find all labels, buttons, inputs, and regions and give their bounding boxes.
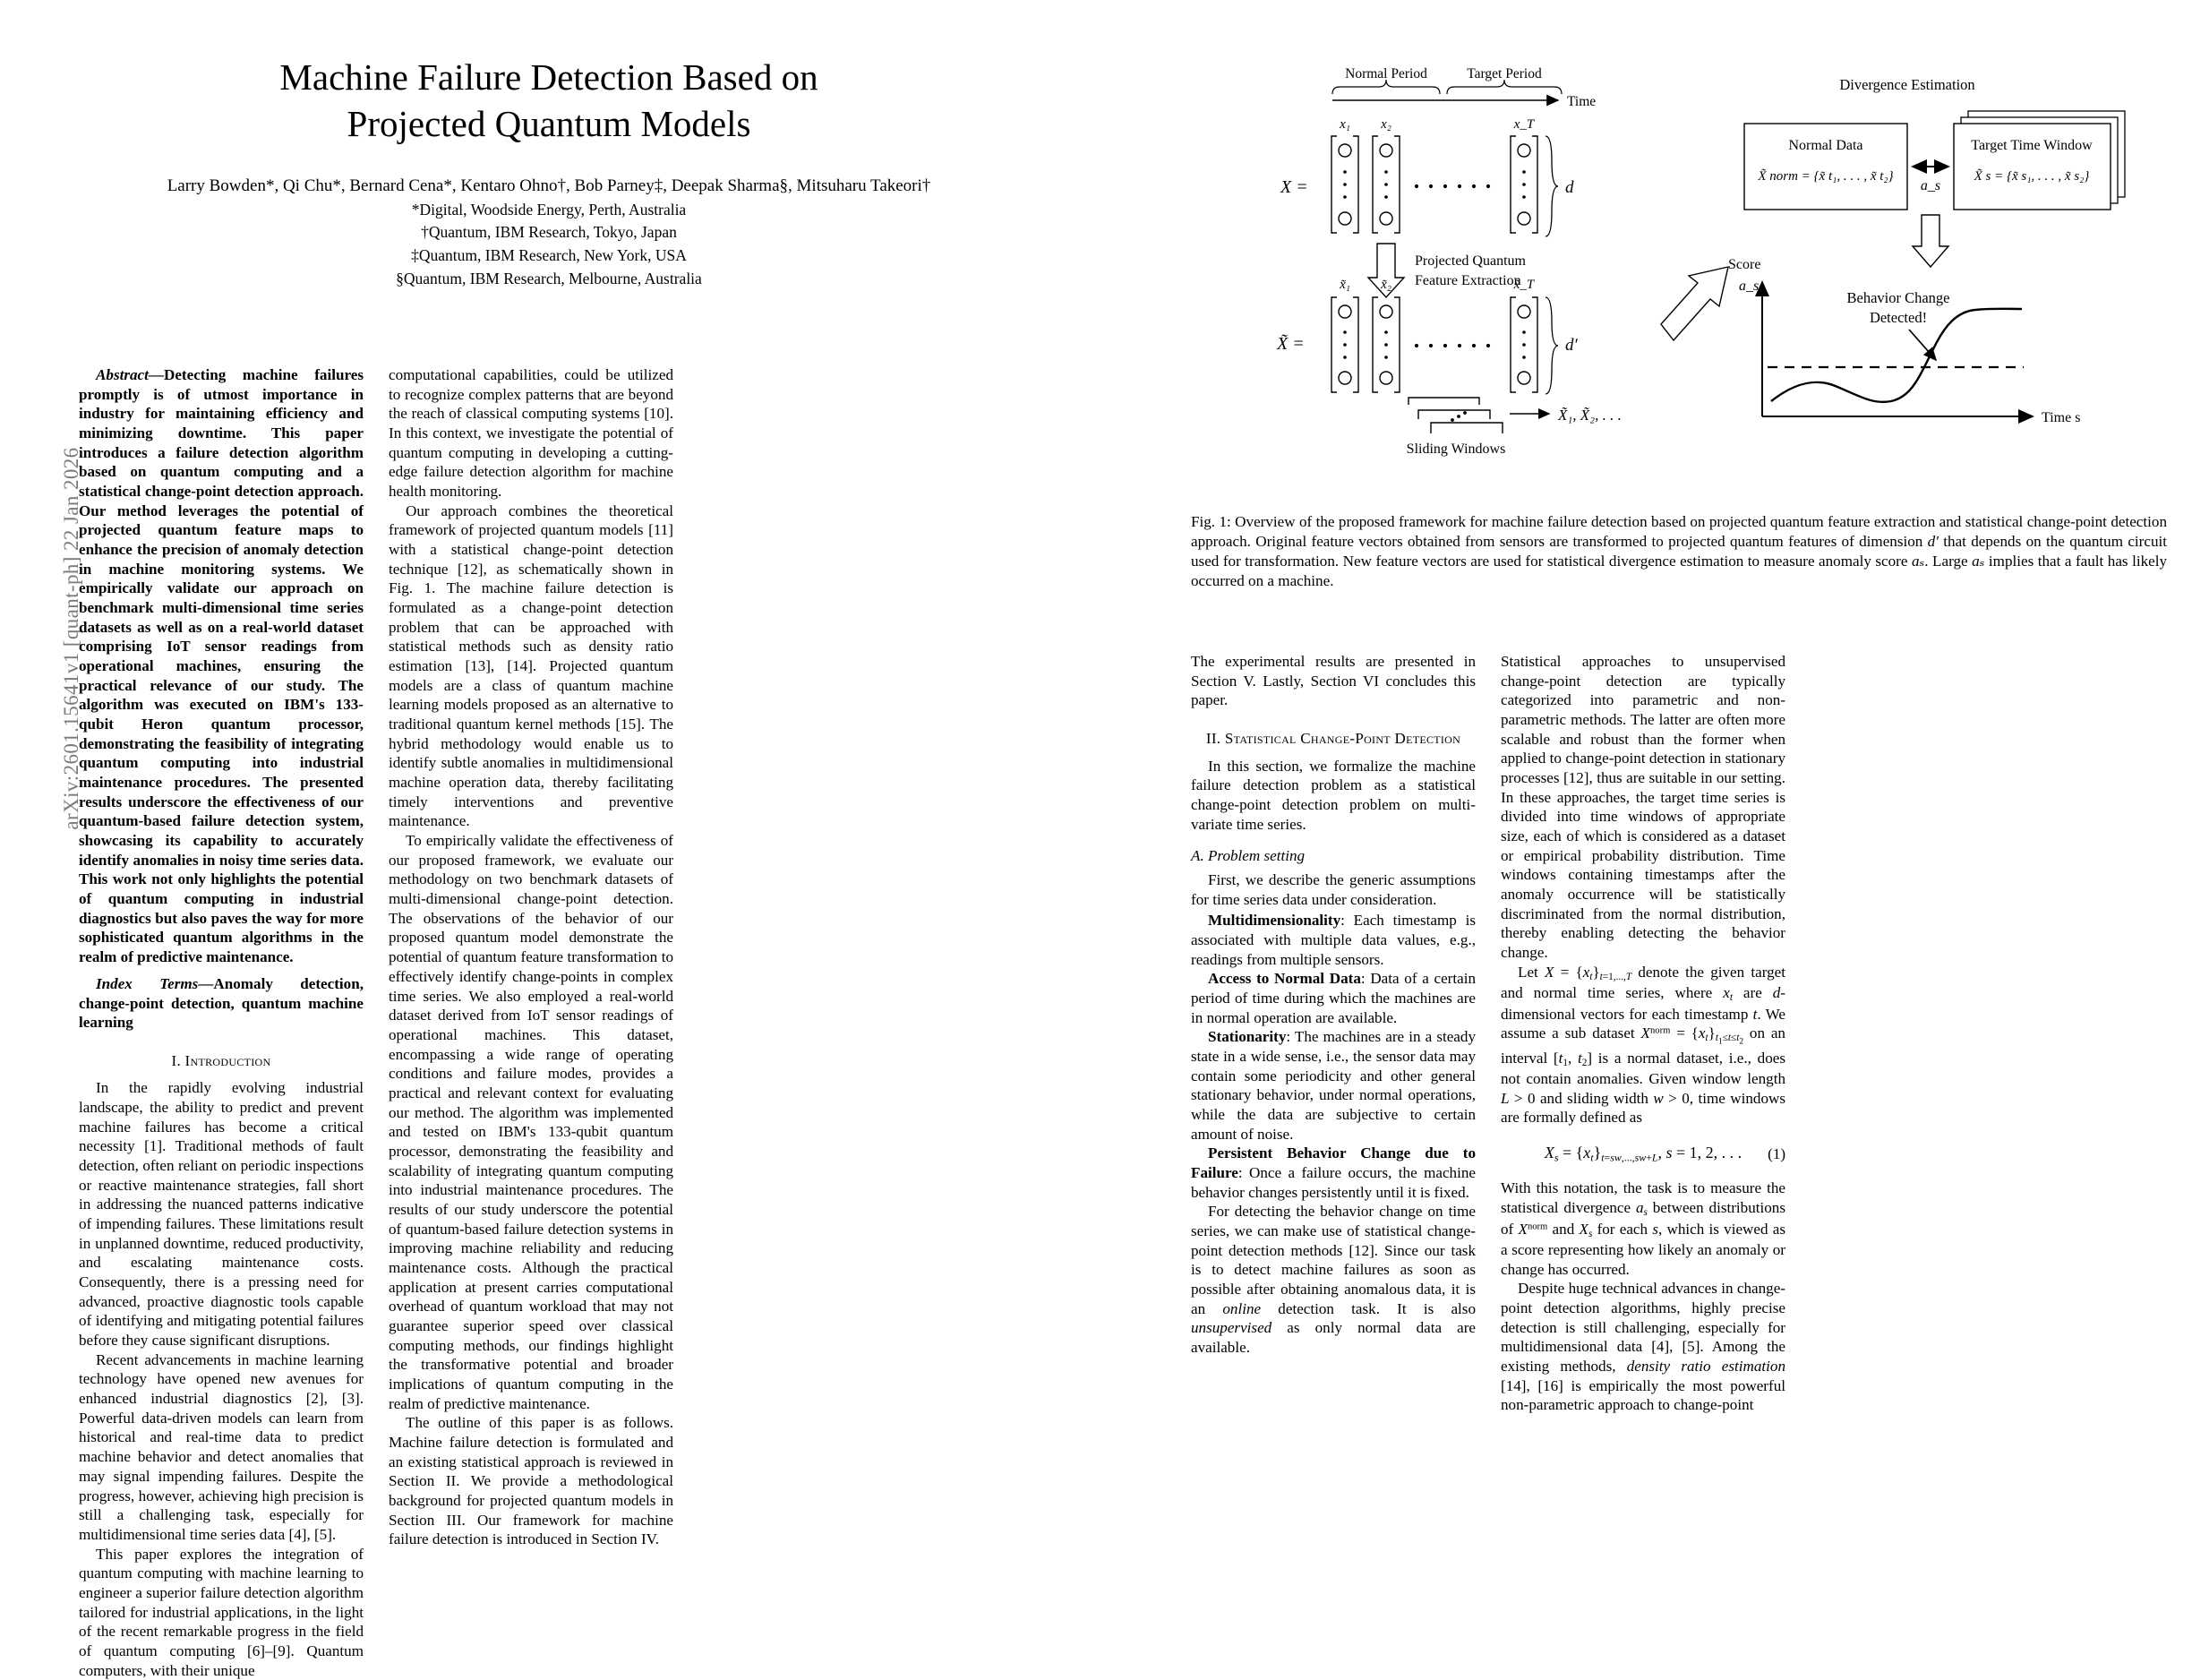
vector-ellipsis-X	[1343, 170, 1526, 199]
col4-p4-a: Despite huge technical advances in change-point detection algorithms, highly precise detection is still challenging, especially for multidimensional data [4], [5]. Among the existing methods,	[1501, 1280, 1785, 1376]
label-time-axis: Time	[1567, 94, 1597, 109]
title-line-2: Projected Quantum Models	[347, 103, 751, 145]
assumption-list	[1191, 911, 1476, 1202]
col4-p2-d: -dimensional vectors for each timestamp	[1501, 984, 1785, 1023]
brace-dprime	[1546, 297, 1558, 394]
vector-circles-Xtilde	[1339, 305, 1530, 384]
assumption-term: Access to Normal Data	[1208, 970, 1361, 988]
col2-paragraph-3: To empirically validate the effectiveness of our proposed framework, we evaluate our methodology on two benchmark datasets of multi-dimensional change-point detection. The observations of the behavior of our proposed quantum model demonstrate the potential of quantum feature transformation to effectively identify change-points in complex time series. We also employed a real-world dataset derived from IoT sensor readings of operational machines. This dataset, encompassing a wide range of operating conditions and failure modes, provides a practical and relevant context for evaluating our method. The algorithm was implemented and tested on IBM's 133-qubit quantum processor, demonstrating the feasibility and scalability of integrating quantum computing into industrial maintenance procedures. The results of our study underscore the potential of quantum-based failure detection systems in improving machine reliability and reducing maintenance costs. Although the practical application at present carries computational overhead of quantum workload that may not guarantee superior speed over classical computing methods, our findings highlight the transformative potential and broader implications of quantum computing in the realm of predictive maintenance.	[389, 832, 673, 1412]
intro-paragraph-2: Recent advancements in machine learning technology have opened new avenues for enhanced industrial diagnostics [2], [3]. Powerful data-driven models can learn from historical and real-time data to predict machine behavior and detect anomalies that may signal impending failures. Despite the progress, however, achieving high precision is still a challenging task, especially for multidimensional time series data [4], [5].	[79, 1350, 364, 1543]
horizontal-ellipsis-Xtilde	[1415, 344, 1490, 347]
index-terms-dash: —	[198, 974, 214, 992]
abstract-label: Abstract	[96, 366, 149, 383]
col4-p2-e: . We assume a sub dataset	[1501, 1005, 1785, 1042]
figure-caption-c: . Large	[1924, 552, 1973, 570]
vector-brackets-X	[1331, 136, 1537, 233]
affiliation-1: *Digital, Woodside Energy, Perth, Australia	[411, 200, 687, 219]
intro-paragraph-3: This paper explores the integration of quantum computing with machine learning to engineer a superior failure detection algorithm tailored for industrial applications, in the light of the recent remarkable progress in the field of quantum computing [6]–[9]. Quantum computers, with their unique	[79, 1545, 364, 1679]
col2-paragraph-2: Our approach combines the theoretical framework of projected quantum models [11] with a statistical change-point detection technique [12], as schematically shown in Fig. 1. The machine failure detection is formulated as a change-point detection problem that can be approached with statistical methods such as density ratio estimation [13], [14]. Projected quantum models are a class of quantum machine learning models proposed as an alternative to traditional quantum kernel methods [15]. The hybrid methodology would enable us to identify subtle anomalies in multidimensional machine operation data, thereby facilitating timely interventions and preventive maintenance.	[389, 501, 673, 830]
label-pqfe-line1: Projected Quantum	[1415, 253, 1526, 269]
assumption-term: Multidimensionality	[1208, 912, 1341, 930]
label-xtildeT: x̃_T	[1513, 278, 1535, 292]
sliding-window-ellipsis	[1451, 411, 1467, 422]
label-behavior-change-line2: Detected!	[1869, 309, 1928, 326]
annotation-arrow-detected	[1909, 330, 1936, 360]
col2-paragraph-4: The outline of this paper is as follows. Machine failure detection is formulated and an existing statistical approach is reviewed in Section II. We provide a methodological background for projected quantum models in Section III. Our framework for machine failure detection is introduced in Section IV.	[389, 1414, 673, 1548]
vector-ellipsis-Xtilde	[1343, 330, 1526, 359]
col4-p2-c: are	[1732, 984, 1773, 1002]
col3-paragraph-2: In this section, we formalize the machine failure detection problem as a statistical change-point detection problem on multi-variate time series.	[1191, 757, 1476, 833]
abstract-paragraph	[79, 365, 364, 967]
label-dprime: d′	[1565, 336, 1578, 355]
figure-caption-a: Overview of the proposed framework for machine failure detection based on projected quantum feature extraction and statistical change-point detection approach. Original feature vectors obtained from sensors are transformed to projected quantum features of dimension	[1191, 513, 2167, 550]
affiliation-2: †Quantum, IBM Research, Tokyo, Japan	[421, 223, 677, 242]
assumption-text: : Data of a certain period of time during which the machines are in normal operation are available.	[1191, 970, 1476, 1026]
assumption-text: : The machines are in a steady state in a wide sense, i.e., the sensor data may contain some periodicity and other general stationary behavior, under normal operations, while the data are subjective to certain amount of noise.	[1191, 1028, 1476, 1143]
figure-caption-b: that depends on the quantum circuit used for transformation. New feature vectors are used for statistical divergence estimation to measure anomaly score	[1191, 532, 2168, 570]
assumption-item	[1191, 911, 1476, 969]
assumption-term: Stationarity	[1208, 1028, 1287, 1046]
index-terms-body: Anomaly detection, change-point detection, quantum machine learning	[79, 974, 364, 1032]
author-list: Larry Bowden*, Qi Chu*, Bernard Cena*, Kentaro Ohno†, Bob Parney‡, Deepak Sharma§, Mitsuharu Takeori†	[167, 176, 931, 195]
col4-p3-b: between distributions of	[1501, 1199, 1785, 1238]
assumption-text: : Once a failure occurs, the machine behavior changes persistently until it is fixed.	[1191, 1164, 1476, 1201]
page-title	[79, 54, 1019, 148]
figure-caption-lead: Fig. 1:	[1191, 513, 1231, 530]
equation-1: $X_s = \{x_t\}_{t=sw,...,sw+L}$, s = 1, 2, . . . (1)	[1544, 1144, 1785, 1164]
col3-p4-c: as only normal data are available.	[1191, 1319, 1476, 1357]
term-unsupervised: unsupervised	[1191, 1319, 1272, 1337]
col4-paragraph-4	[1501, 1279, 1785, 1415]
col3-paragraph-1: The experimental results are presented in Section V. Lastly, Section VI concludes this paper.	[1191, 653, 1476, 709]
title-block	[79, 54, 1019, 290]
figure-caption-as: aₛ	[1911, 552, 1925, 570]
col4-p3-d: for each	[1592, 1220, 1653, 1238]
label-d: d	[1565, 178, 1574, 197]
figure-caption	[1191, 512, 2167, 591]
col4-p2-b: denote the given target and normal time series, where	[1501, 963, 1785, 1002]
column-4	[1501, 652, 1785, 1415]
subsection-heading-problem-setting: A. Problem setting	[1191, 847, 1306, 865]
label-score: Score	[1728, 257, 1761, 272]
figure-caption-dprime: d′	[1927, 532, 1939, 550]
col4-p2-g: is a normal dataset, i.e., does not contain anomalies. Given window length	[1501, 1049, 1785, 1088]
index-terms-paragraph	[79, 974, 364, 1033]
horizontal-ellipsis-X	[1415, 184, 1490, 188]
label-X-equals: X =	[1280, 177, 1308, 197]
label-normal-data-equation: X̃ norm = {x̃ t₁, . . . , x̃ t₂}	[1758, 169, 1894, 184]
assumption-term: Persistent Behavior Change due to Failure	[1191, 1144, 1476, 1181]
col4-p3-a: With this notation, the task is to measure the statistical divergence	[1501, 1179, 1785, 1217]
label-window-outputs: X̃₁, X̃₂, . . .	[1558, 407, 1622, 424]
label-target-time-window: Target Time Window	[1971, 138, 2093, 153]
vector-brackets-Xtilde	[1331, 297, 1537, 392]
column-2	[389, 365, 673, 1549]
label-time-s: Time s	[2042, 410, 2081, 425]
section-heading-change-point: II. Statistical Change-Point Detection	[1205, 730, 1461, 748]
index-terms-label: Index Terms	[96, 974, 199, 992]
col3-paragraph-4	[1191, 1202, 1476, 1357]
arxiv-stamp: arXiv:2601.15641v1 [quant-ph] 22 Jan 2026	[60, 447, 82, 830]
affiliation-4: §Quantum, IBM Research, Melbourne, Australia	[396, 269, 702, 287]
sliding-window-bracket-1	[1409, 398, 1479, 405]
label-pqfe-line2: Feature Extraction	[1415, 273, 1521, 288]
assumption-item	[1191, 969, 1476, 1027]
label-score-axis: a_s	[1739, 279, 1760, 294]
col4-paragraph-1: Statistical approaches to unsupervised change-point detection are typically categorized into parametric and non-parametric methods. The latter are often more scalable and robust than the former when applied to change-point detection in stationary processes [12], thus are suitable in our setting. In these approaches, the target time series is divided into time windows of appropriate size, each of which is considered as a dataset or empirical probability distribution. Time windows containing timestamps after the anomaly occurrence will be statistically discriminated from the normal distribution, thereby enabling detecting the behavior change.	[1501, 653, 1785, 962]
label-sliding-windows: Sliding Windows	[1406, 441, 1506, 457]
intro-paragraph-1: In the rapidly evolving industrial landscape, the ability to predict and prevent machine failures has become a critical necessity [1]. Traditional methods of fault detection, often reliant on periodic inspections or reactive maintenance strategies, fall short in addressing the nuanced patterns indicative of impending failures. These limitations result in unplanned downtime, reduced productivity, and escalating maintenance costs. Consequently, there is a pressing need for advanced, proactive diagnostic tools capable of identifying and mitigating potential failures before they cause significant disruptions.	[79, 1079, 364, 1350]
label-Xtilde-equals: X̃ =	[1277, 334, 1305, 354]
section-heading-introduction: I. Introduction	[171, 1051, 271, 1069]
column-3	[1191, 652, 1476, 1358]
brace-target-period	[1447, 80, 1562, 94]
label-behavior-change-line1: Behavior Change	[1846, 289, 1950, 306]
sliding-window-bracket-2	[1418, 410, 1490, 419]
label-target-period: Target Period	[1467, 66, 1542, 81]
col4-p3-c: and	[1547, 1220, 1580, 1238]
label-divergence-estimation: Divergence Estimation	[1839, 76, 1975, 93]
col4-p2-f: on an interval	[1501, 1024, 1785, 1067]
col4-p2-a: Let	[1518, 963, 1545, 981]
affiliation-3: ‡Quantum, IBM Research, New York, USA	[411, 246, 687, 264]
figure-caption-as2: aₛ	[1972, 552, 1985, 570]
box-target-time-window	[1954, 124, 2111, 210]
label-a-s-divergence: a_s	[1920, 178, 1941, 193]
label-xtilde2: x̃₂	[1381, 278, 1391, 292]
col4-p4-b: [14], [16] is empirically the most powerful non-parametric approach to change-point	[1501, 1376, 1785, 1414]
col3-p4-b: detection task. It is also	[1261, 1299, 1476, 1317]
label-xT: x_T	[1513, 117, 1535, 132]
arrow-to-divergence-estimation	[1661, 267, 1728, 340]
arrow-to-score-plot	[1913, 215, 1948, 267]
label-target-window-equation: X̃ s = {x̃ s₁, . . . , x̃ s₂}	[1974, 169, 2090, 184]
col4-p3-e: , which is viewed as a score representing how likely an anomaly or change has occurred.	[1501, 1220, 1785, 1278]
label-x2: x₂	[1381, 117, 1391, 132]
col4-p2-h: and sliding width	[1535, 1089, 1654, 1107]
col3-paragraph-3: First, we describe the generic assumptions for time series data under consideration.	[1191, 870, 1476, 908]
label-x1: x₁	[1340, 117, 1350, 132]
assumption-text: : Each timestamp is associated with multiple data values, e.g., readings from multiple sensors.	[1191, 912, 1476, 968]
equation-number: (1)	[1768, 1145, 1785, 1163]
brace-d	[1546, 136, 1558, 236]
assumption-item	[1191, 1027, 1476, 1144]
vector-circles-X	[1339, 144, 1530, 225]
title-line-1: Machine Failure Detection Based on	[279, 56, 818, 98]
sliding-window-bracket-3	[1431, 423, 1503, 433]
assumption-item	[1191, 1144, 1476, 1202]
figure-1-diagram	[1191, 54, 2167, 501]
col4-paragraph-3: With this notation, the task is to measure the statistical divergence $a_s$ between distributions of $X^{norm}$ and $X_s$ for each s, which is viewed as a score representing how likely an anomaly or change has occurred.	[1501, 1179, 1785, 1278]
term-density-ratio-estimation: density ratio estimation	[1626, 1358, 1785, 1376]
col2-paragraph-1: computational capabilities, could be utilized to recognize complex patterns that are beyond the reach of classical computing systems [10]. In this context, we investigate the potential of quantum computing in developing a cutting-edge failure detection algorithm for machine health monitoring.	[389, 366, 673, 501]
brace-normal-period	[1332, 80, 1440, 94]
figure-1	[1191, 54, 2167, 600]
col4-paragraph-2: Let $X = \{x_t\}_{t=1,...,T}$ denote the given target and normal time series, where $x_t$ are d-dimensional vectors for each timestamp t. We assume a sub dataset $X^{norm} = \{x_t\}_{t_1\le t\le t_2}$ on an interval [$t_1$, $t_2$] is a normal dataset, i.e., does not contain anomalies. Given window length L > 0 and sliding width w > 0, time windows are formally defined as	[1501, 963, 1785, 1127]
label-normal-period: Normal Period	[1345, 66, 1427, 81]
column-1	[79, 365, 364, 1680]
abstract-body: Detecting machine failures promptly is of utmost importance in industry for maintaining efficiency and minimizing downtime. This paper introduces a failure detection algorithm based on quantum computing and a statistical change-point detection approach. Our method leverages the potential of projected quantum feature maps to enhance the precision of anomaly detection in machine monitoring systems. We empirically validate our approach on benchmark multi-dimensional time series datasets as well as on a real-world dataset comprising IoT sensor readings from operational machines, ensuring the practical relevance of our study. The algorithm was executed on IBM's 133-qubit Heron quantum processor, demonstrating the feasibility of integrating quantum computing into industrial maintenance procedures. The presented results underscore the effectiveness of our quantum-based failure detection system, showcasing its capability to accurately identify anomalies in noisy time series data. This work not only highlights the potential of quantum computing in industrial diagnostics but also paves the way for more sophisticated quantum algorithms in the realm of predictive maintenance.	[79, 366, 364, 966]
label-xtilde1: x̃₁	[1340, 278, 1350, 292]
col3-p4-a: For detecting the behavior change on time series, we can make use of statistical change-point detection methods [12]. Since our task is to detect machine failures as soon as possible after obtaining anomalous data, it is an	[1191, 1203, 1476, 1317]
term-online: online	[1222, 1299, 1262, 1317]
box-normal-data	[1744, 124, 1907, 210]
label-normal-data: Normal Data	[1788, 138, 1863, 153]
abstract-dash: —	[148, 366, 164, 383]
figure-caption-d: implies that a fault has likely occurred on a machine.	[1191, 552, 2167, 589]
col4-p2-i: , time windows are formally defined as	[1501, 1089, 1785, 1127]
